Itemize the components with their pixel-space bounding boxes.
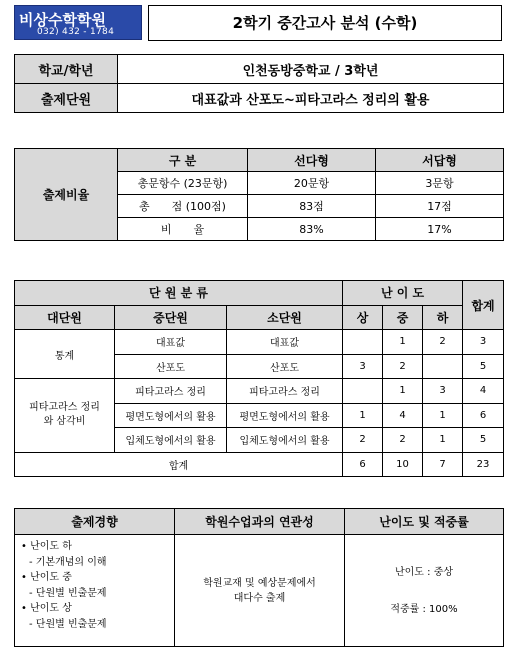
ratio-cell: 17점 bbox=[376, 195, 504, 218]
ratio-cell: 비 율 bbox=[118, 218, 248, 241]
trend-header: 출제경향 bbox=[15, 509, 175, 535]
trend-item: - 단원별 빈출문제 bbox=[29, 587, 107, 599]
relation-cell bbox=[175, 535, 345, 647]
table-row bbox=[15, 330, 504, 355]
count-low: 1 bbox=[423, 403, 463, 428]
difficulty-rate-header: 난이도 및 적중률 bbox=[345, 509, 504, 535]
minor-unit: 산포도 bbox=[227, 354, 343, 379]
row-total: 5 bbox=[463, 354, 504, 379]
ratio-header: 구 분 bbox=[118, 149, 248, 172]
count-high bbox=[343, 379, 383, 404]
trend-table bbox=[14, 508, 504, 647]
unit-value: 대표값과 산포도~피타고라스 정리의 활용 bbox=[118, 84, 504, 113]
total-header: 합계 bbox=[463, 281, 504, 330]
count-low: 2 bbox=[423, 330, 463, 355]
difficulty-rate-cell bbox=[345, 535, 504, 647]
hit-rate-value: 적중률 : 100% bbox=[390, 603, 458, 615]
trend-item: • 난이도 하 bbox=[21, 541, 72, 552]
col-header-minor: 소단원 bbox=[227, 305, 343, 330]
total-low: 7 bbox=[423, 452, 463, 477]
ratio-header: 선다형 bbox=[248, 149, 376, 172]
ratio-table bbox=[14, 148, 504, 241]
middle-unit: 대표값 bbox=[115, 330, 227, 355]
logo-text: 비상수학학원 bbox=[19, 11, 106, 29]
units-table bbox=[14, 280, 504, 477]
trend-item: - 단원별 빈출문제 bbox=[29, 618, 107, 630]
count-mid: 2 bbox=[383, 428, 423, 453]
logo-phone: 032) 432 - 1784 bbox=[37, 27, 115, 37]
unit-label: 출제단원 bbox=[15, 84, 118, 113]
info-table bbox=[14, 54, 504, 113]
middle-unit: 피타고라스 정리 bbox=[115, 379, 227, 404]
trend-item: - 기본개념의 이해 bbox=[29, 556, 107, 568]
row-total: 5 bbox=[463, 428, 504, 453]
row-total: 3 bbox=[463, 330, 504, 355]
ratio-cell: 17% bbox=[376, 218, 504, 241]
count-high: 2 bbox=[343, 428, 383, 453]
row-total: 4 bbox=[463, 379, 504, 404]
major-unit bbox=[15, 379, 115, 453]
ratio-cell: 83점 bbox=[248, 195, 376, 218]
count-mid: 2 bbox=[383, 354, 423, 379]
count-low bbox=[423, 354, 463, 379]
col-header-mid: 중 bbox=[383, 305, 423, 330]
page-title: 2학기 중간고사 분석 (수학) bbox=[148, 5, 502, 41]
school-label: 학교/학년 bbox=[15, 55, 118, 84]
ratio-header: 서답형 bbox=[376, 149, 504, 172]
count-low: 1 bbox=[423, 428, 463, 453]
count-low: 3 bbox=[423, 379, 463, 404]
col-header-low: 하 bbox=[423, 305, 463, 330]
ratio-side-label: 출제비율 bbox=[15, 149, 118, 241]
middle-unit: 입체도형에서의 활용 bbox=[115, 428, 227, 453]
relation-line: 대다수 출제 bbox=[233, 592, 286, 604]
ratio-cell: 총문항수 (23문항) bbox=[118, 172, 248, 195]
total-mid: 10 bbox=[383, 452, 423, 477]
unit-group-header: 단 원 분 류 bbox=[15, 281, 343, 306]
academy-logo bbox=[14, 5, 142, 40]
trend-list bbox=[15, 535, 175, 647]
grand-total: 23 bbox=[463, 452, 504, 477]
trend-item: • 난이도 상 bbox=[21, 603, 72, 614]
minor-unit: 입체도형에서의 활용 bbox=[227, 428, 343, 453]
total-high: 6 bbox=[343, 452, 383, 477]
total-label: 합계 bbox=[15, 452, 343, 477]
total-row bbox=[15, 452, 504, 477]
col-header-major: 대단원 bbox=[15, 305, 115, 330]
count-mid: 1 bbox=[383, 330, 423, 355]
difficulty-value: 난이도 : 중상 bbox=[394, 566, 454, 578]
middle-unit: 산포도 bbox=[115, 354, 227, 379]
relation-header: 학원수업과의 연관성 bbox=[175, 509, 345, 535]
ratio-cell: 3문항 bbox=[376, 172, 504, 195]
school-value: 인천동방중학교 / 3학년 bbox=[118, 55, 504, 84]
difficulty-header: 난 이 도 bbox=[343, 281, 463, 306]
count-mid: 1 bbox=[383, 379, 423, 404]
minor-unit: 평면도형에서의 활용 bbox=[227, 403, 343, 428]
minor-unit: 대표값 bbox=[227, 330, 343, 355]
trend-item: • 난이도 중 bbox=[21, 572, 72, 583]
col-header-high: 상 bbox=[343, 305, 383, 330]
middle-unit: 평면도형에서의 활용 bbox=[115, 403, 227, 428]
count-high: 3 bbox=[343, 354, 383, 379]
row-total: 6 bbox=[463, 403, 504, 428]
table-row bbox=[15, 379, 504, 404]
ratio-cell: 20문항 bbox=[248, 172, 376, 195]
ratio-cell: 83% bbox=[248, 218, 376, 241]
major-unit-label: 피타고라스 정리 와 삼각비 bbox=[29, 402, 100, 428]
count-high bbox=[343, 330, 383, 355]
relation-line: 학원교재 및 예상문제에서 bbox=[203, 577, 316, 589]
ratio-cell: 총 점 (100점) bbox=[118, 195, 248, 218]
minor-unit: 피타고라스 정리 bbox=[227, 379, 343, 404]
count-high: 1 bbox=[343, 403, 383, 428]
count-mid: 4 bbox=[383, 403, 423, 428]
major-unit: 통계 bbox=[15, 330, 115, 379]
col-header-middle: 중단원 bbox=[115, 305, 227, 330]
